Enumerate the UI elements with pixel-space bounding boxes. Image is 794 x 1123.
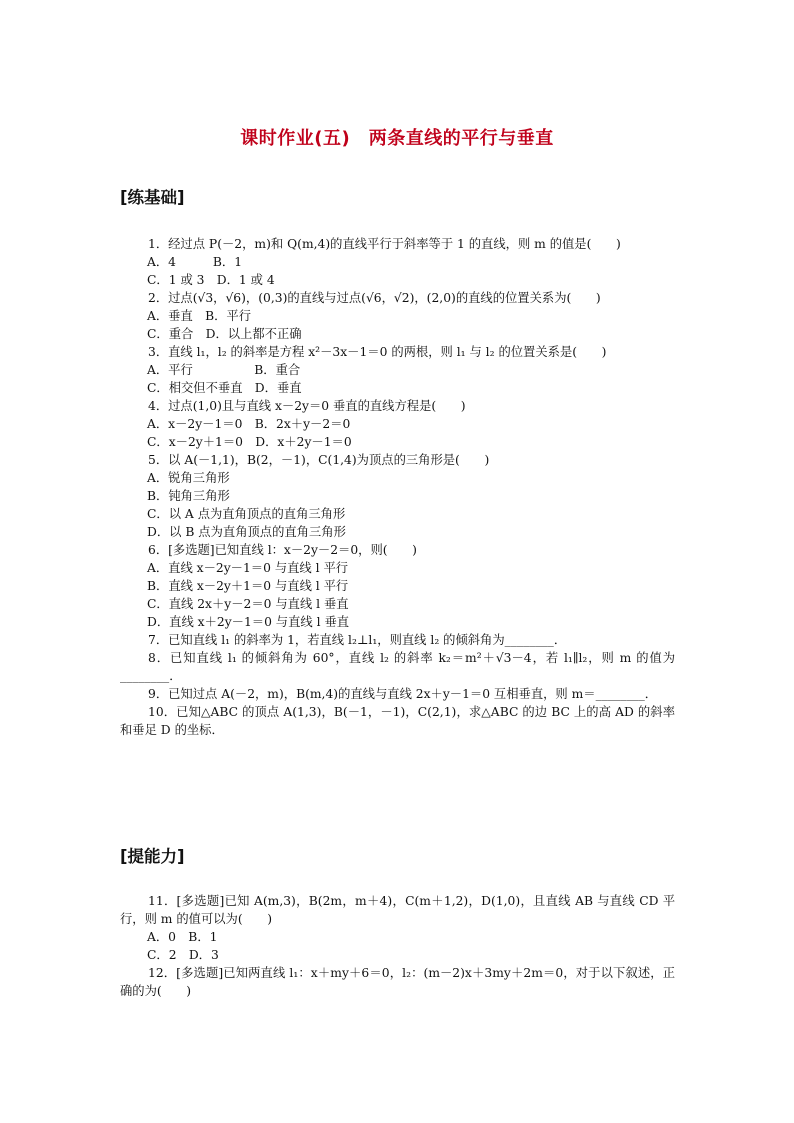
q2-stem: 2．过点(√3，√6)，(0,3)的直线与过点(√6，√2)，(2,0)的直线的位置关系为( ) bbox=[148, 291, 601, 305]
q3-options-ab: A．平行 B．重合 bbox=[147, 363, 301, 377]
q12-stem: 12．[多选题]已知两直线 l₁：x＋my＋6＝0，l₂：(m－2)x＋3my＋2m＝0，对于以下叙述，正确的为( ) bbox=[120, 966, 675, 998]
section-heading-advanced: [提能力] bbox=[120, 847, 185, 866]
q6-option-b: B．直线 x－2y＋1＝0 与直线 l 平行 bbox=[147, 579, 349, 593]
q2-options-cd: C．重合 D．以上都不正确 bbox=[147, 327, 302, 341]
q5-stem: 5．以 A(－1,1)，B(2，－1)，C(1,4)为顶点的三角形是( ) bbox=[148, 453, 490, 467]
q5-option-c: C．以 A 点为直角顶点的直角三角形 bbox=[147, 507, 346, 521]
q10-stem: 10．已知△ABC 的顶点 A(1,3)，B(－1，－1)，C(2,1)，求△ABC 的边 BC 上的高 AD 的斜率和垂足 D 的坐标． bbox=[120, 705, 675, 737]
q11-options-ab: A．0 B．1 bbox=[147, 930, 218, 944]
q5-option-d: D．以 B 点为直角顶点的直角三角形 bbox=[147, 525, 346, 539]
q4-stem: 4．过点(1,0)且与直线 x－2y＝0 垂直的直线方程是( ) bbox=[148, 399, 466, 413]
advanced-question-block bbox=[120, 892, 675, 1000]
q4-options-ab: A．x－2y－1＝0 B．2x＋y－2＝0 bbox=[147, 417, 351, 431]
q3-stem: 3．直线 l₁，l₂ 的斜率是方程 x²－3x－1＝0 的两根，则 l₁ 与 l₂ 的位置关系是( ) bbox=[148, 345, 607, 359]
q2-options-ab: A．垂直 B．平行 bbox=[147, 309, 251, 323]
q6-option-d: D．直线 x＋2y－1＝0 与直线 l 垂直 bbox=[147, 615, 350, 629]
q1-options-ab: A．4 B．1 bbox=[147, 255, 243, 269]
q11-options-cd: C．2 D．3 bbox=[147, 948, 219, 962]
q9-stem: 9．已知过点 A(－2，m)，B(m,4)的直线与直线 2x＋y－1＝0 互相垂直，则 m＝________． bbox=[148, 687, 658, 701]
q11-stem: 11．[多选题]已知 A(m,3)，B(2m，m＋4)，C(m＋1,2)，D(1,0)，且直线 AB 与直线 CD 平行，则 m 的值可以为( ) bbox=[120, 894, 675, 926]
section-heading-basics: [练基础] bbox=[120, 188, 185, 207]
q6-option-a: A．直线 x－2y－1＝0 与直线 l 平行 bbox=[147, 561, 349, 575]
q8-stem: 8．已知直线 l₁ 的倾斜角为 60°，直线 l₂ 的斜率 k₂＝m²＋√3－4，若 l₁∥l₂，则 m 的值为________． bbox=[120, 651, 675, 683]
q1-stem: 1．经过点 P(－2，m)和 Q(m,4)的直线平行于斜率等于 1 的直线，则 m 的值是( ) bbox=[148, 237, 621, 251]
q6-option-c: C．直线 2x＋y－2＝0 与直线 l 垂直 bbox=[147, 597, 349, 611]
q3-options-cd: C．相交但不垂直 D．垂直 bbox=[147, 381, 302, 395]
q4-options-cd: C．x－2y＋1＝0 D．x＋2y－1＝0 bbox=[147, 435, 352, 449]
q5-option-b: B．钝角三角形 bbox=[147, 489, 230, 503]
q1-options-cd: C．1 或 3 D．1 或 4 bbox=[147, 273, 275, 287]
q6-stem: 6．[多选题]已知直线 l：x－2y－2＝0，则( ) bbox=[148, 543, 417, 557]
q5-option-a: A．锐角三角形 bbox=[147, 471, 230, 485]
q7-stem: 7．已知直线 l₁ 的斜率为 1，若直线 l₂⊥l₁，则直线 l₂ 的倾斜角为________． bbox=[148, 633, 567, 647]
page-title: 课时作业(五) 两条直线的平行与垂直 bbox=[240, 128, 554, 149]
basics-question-block bbox=[120, 235, 675, 739]
